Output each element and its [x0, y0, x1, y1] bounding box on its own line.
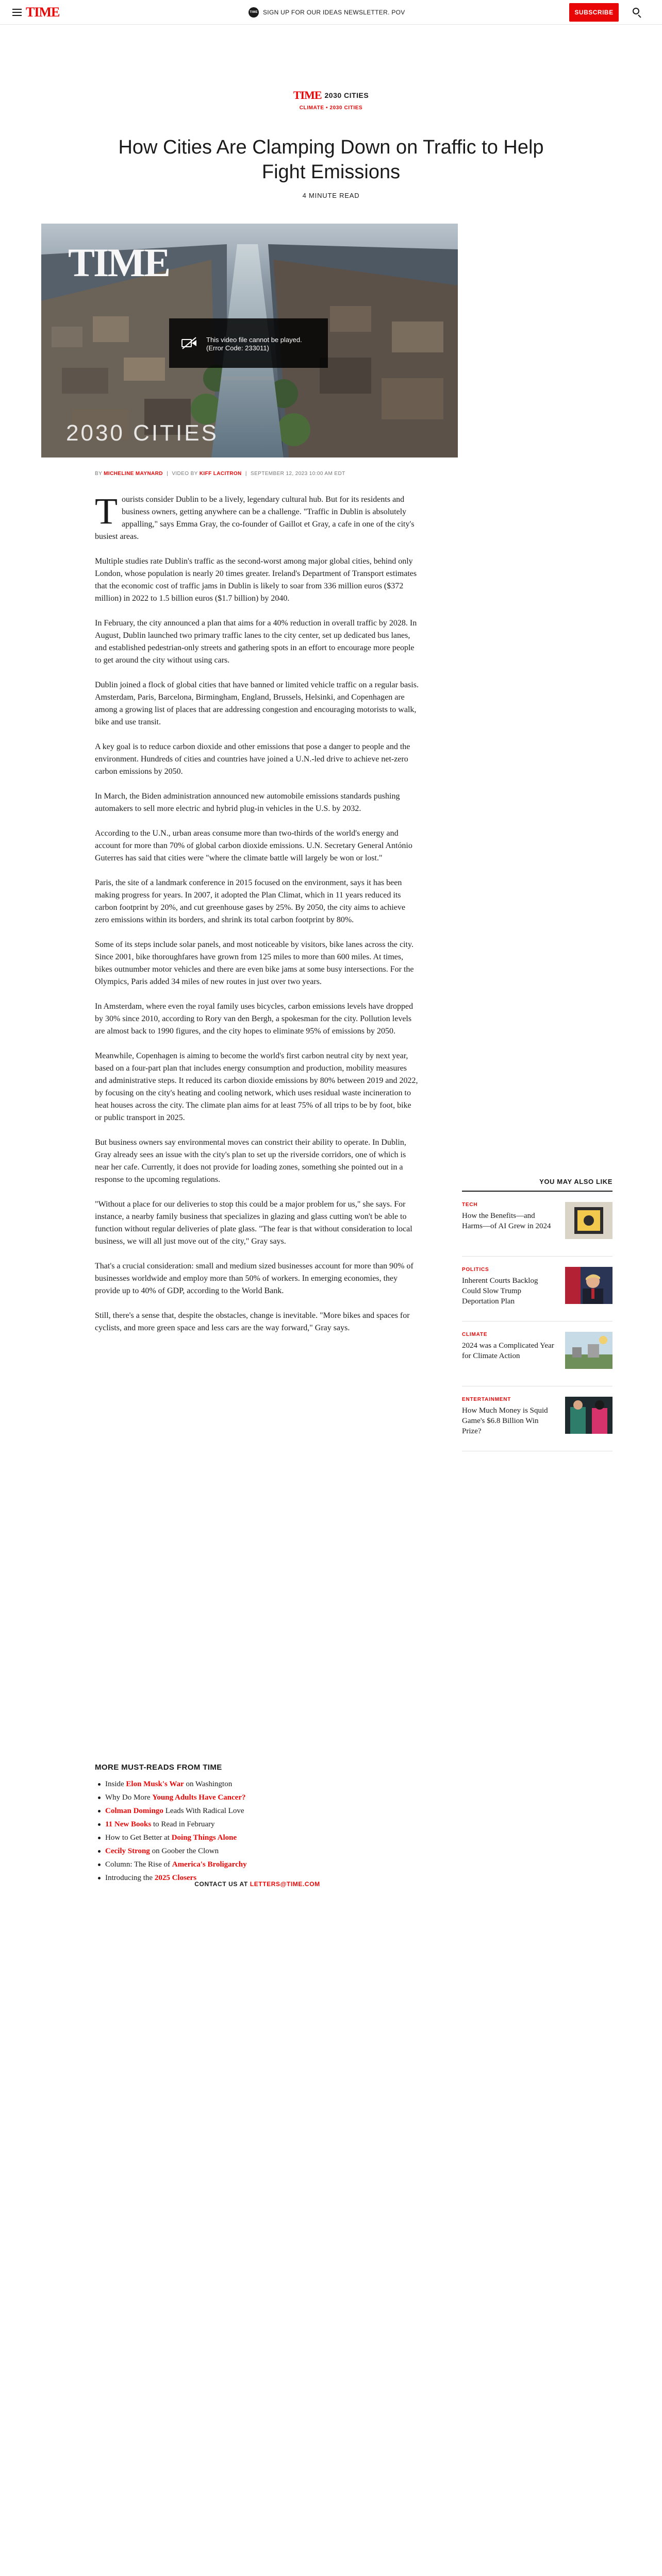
byline-video-label: VIDEO BY	[172, 471, 198, 477]
article-paragraph: "Without a place for our deliveries to stop this could be a major problem for us," she says. For instance, a nearby family business that specializes in glazing and glass cutting won't be able to function without regular deliveries of plate glass. "The fear is that without consideration to local business, we will all just move out of the city," Gray says.	[95, 1200, 412, 1246]
read-time: 4 MINUTE READ	[302, 192, 360, 199]
more-reads-item[interactable]: Why Do More Young Adults Have Cancer?	[95, 1791, 420, 1804]
article-paragraph: But business owners say environmental moves can constrict their ability to operate. In Dublin, Gray already sees an issue with the city's plan to set up the riverside corridors, one of which is near her cafe. Currently, it does not provide for loading zones, something she pointed out in a response to the upcoming regulations.	[95, 1138, 406, 1184]
video-player[interactable]	[41, 224, 458, 457]
article-paragraph: Still, there's a sense that, despite the obstacles, change is inevitable. "More bikes and spaces for cyclists, and more green space and less cars are the way forward," Gray says.	[95, 1311, 410, 1332]
rail-story[interactable]	[462, 1386, 613, 1451]
byline-by-label: BY	[95, 471, 102, 477]
article-paragraph: Tourists consider Dublin to be a lively, legendary cultural hub. But for its residents and business owners, getting anywhere can be a challenge. "Traffic in Dublin is absolutely appalling," says Emma Gray, the co-founder of Gaillot et Gray, a cafe in one of the city's busiest areas.	[95, 490, 415, 541]
more-reads-item[interactable]: Inside Elon Musk's War on Washington	[95, 1777, 420, 1791]
newsletter-promo-link[interactable]	[249, 7, 405, 18]
climate-photo-icon[interactable]	[565, 1332, 613, 1369]
article-body	[95, 490, 420, 1347]
subscribe-button[interactable]: SUBSCRIBE	[569, 3, 619, 22]
rail-title: YOU MAY ALSO LIKE	[462, 1178, 613, 1192]
series-logo: TIME	[293, 89, 322, 101]
more-reads-list	[95, 1777, 420, 1885]
byline: BY MICHELINE MAYNARD | VIDEO BY KIFF LACITRON | SEPTEMBER 12, 2023 10:00 AM EDT	[95, 471, 345, 477]
article-headline: How Cities Are Clamping Down on Traffic to Help Fight Emissions	[118, 137, 544, 183]
rail-headline[interactable]: How Much Money is Squid Game's $6.8 Billion Win Prize?	[462, 1406, 548, 1435]
more-reads-item[interactable]: Cecily Strong on Goober the Clown	[95, 1844, 420, 1858]
top-navigation-bar	[0, 0, 662, 25]
article-paragraph: In Amsterdam, where even the royal family uses bicycles, carbon emissions levels have dropped by 30% since 2010, according to Rory van den Bergh, a spokesman for the city. Pollution levels are almost back to 1990 figures, and the city hopes to eliminate 95% of emissions by 2050.	[95, 1002, 413, 1036]
rail-headline[interactable]: How the Benefits—and Harms—of AI Grew in 2024	[462, 1212, 551, 1230]
you-may-also-like	[462, 1178, 613, 1451]
series-subtitle: CLIMATE • 2030 CITIES	[299, 105, 363, 111]
rail-kicker: ENTERTAINMENT	[462, 1397, 511, 1402]
rail-headline[interactable]: Inherent Courts Backlog Could Slow Trump Deportation Plan	[462, 1277, 538, 1306]
video-error-line1: This video file cannot be played.	[206, 336, 302, 344]
more-reads-item[interactable]: Colman Domingo Leads With Radical Love	[95, 1804, 420, 1818]
rail-story[interactable]	[462, 1192, 613, 1257]
more-reads-item[interactable]: 11 New Books to Read in February	[95, 1818, 420, 1831]
rail-story[interactable]	[462, 1321, 613, 1386]
article-paragraph: Paris, the site of a landmark conference in 2015 focused on the environment, says it has been making progress for years. In 2007, it adopted the Plan Climat, which in 11 years reduced its carbon footprint by 20%, and cut greenhouse gases by 25%. By 2050, the city aims to achieve zero emissions within its borders, and shrink its total carbon footprint by 80%.	[95, 878, 406, 924]
newsletter-icon: TIME	[249, 7, 259, 18]
article-paragraph: According to the U.N., urban areas consume more than two-thirds of the world's energy and account for more than 70% of global carbon dioxide emissions. U.N. Secretary General António Guterres has said that cities were "where the climate battle will largely be won or lost."	[95, 829, 412, 862]
video-unavailable-icon	[179, 334, 198, 352]
time-logo[interactable]: TIME	[26, 5, 60, 20]
video-overlay-caption: 2030 CITIES	[66, 420, 219, 446]
article-paragraph: In February, the city announced a plan that aims for a 40% reduction in overall traffic by 2028. In August, Dublin launched two primary traffic lanes to the city center, set up dedicated bus lanes, and established pedestrian-only streets and gathering spots in an effort to encourage more people to get around the city without using cars.	[95, 619, 417, 665]
contact-label: CONTACT US AT	[194, 1880, 250, 1888]
squid-game-photo-icon[interactable]	[565, 1397, 613, 1434]
video-author-link[interactable]: KIFF LACITRON	[199, 471, 242, 477]
ai-thumbnail-icon[interactable]	[565, 1202, 613, 1239]
series-name: 2030 CITIES	[324, 91, 369, 99]
video-error-message	[169, 318, 328, 368]
rail-story[interactable]	[462, 1257, 613, 1321]
more-reads-item[interactable]: Column: The Rise of America's Broligarchy	[95, 1858, 420, 1871]
trump-photo-icon[interactable]	[565, 1267, 613, 1304]
more-reads-title: MORE MUST-READS FROM TIME	[95, 1763, 222, 1772]
article-paragraph: Dublin joined a flock of global cities that have banned or limited vehicle traffic on a regular basis. Amsterdam, Paris, Barcelona, Birmingham, England, Brussels, Helsinki, and Copenhagen are among a growing list of places that are addressing congestion and encouraging motorists to walk, bike and use transit.	[95, 681, 419, 726]
publish-date: SEPTEMBER 12, 2023 10:00 AM EDT	[251, 471, 345, 477]
article-paragraph: That's a crucial consideration: small and medium sized businesses account for more than 90% of businesses worldwide and employ more than 50% of workers. In emerging economies, they provide up to 40% of GDP, according to the World Bank.	[95, 1262, 413, 1295]
article-paragraph: Meanwhile, Copenhagen is aiming to become the world's first carbon neutral city by next year, based on a four-part plan that includes energy consumption and production, mobility measures and administrative steps. It reduced its carbon dioxide emissions by 80% between 2019 and 2022, by focusing on the city's heating and cooling network, which uses residual waste incineration to heat houses across the city. The climate plan aims for at least 75% of all trips to be by foot, bike or public transport in 2025.	[95, 1052, 418, 1122]
rail-kicker: POLITICS	[462, 1267, 489, 1273]
drop-cap: T	[95, 490, 118, 532]
video-error-line2: (Error Code: 233011)	[206, 344, 269, 352]
series-badge[interactable]	[285, 89, 377, 111]
article-paragraph: Some of its steps include solar panels, and most noticeable by visitors, bike lanes across the city. Since 2001, bike thoroughfares have grown from 125 miles to more than 600 miles. At times, bikes outnumber motor vehicles and there are even bike jams at some busy intersections. For the Olympics, Paris added 34 miles of new routes in just over two years.	[95, 940, 414, 986]
video-overlay-logo: TIME	[68, 240, 170, 285]
menu-icon[interactable]	[12, 9, 22, 16]
article-paragraph: In March, the Biden administration announced new automobile emissions standards pushing automakers to sell more electric and hybrid plug-in vehicles in the U.S. by 2032.	[95, 792, 400, 813]
newsletter-promo-text: SIGN UP FOR OUR IDEAS NEWSLETTER. POV	[263, 9, 405, 16]
rail-kicker: TECH	[462, 1202, 478, 1208]
search-icon[interactable]	[632, 7, 642, 18]
contact-email-link[interactable]: LETTERS@TIME.COM	[250, 1880, 320, 1888]
more-reads-item[interactable]: Introducing the 2025 Closers	[95, 1871, 420, 1885]
author-link[interactable]: MICHELINE MAYNARD	[104, 471, 163, 477]
article-paragraph: Multiple studies rate Dublin's traffic as the second-worst among major global cities, behind only London, whose population is nearly 20 times greater. Ireland's Department of Transport estimates that the economic cost of traffic jams in Dublin is likely to soar from 336 million euros ($372 million) in 2022 to 1.5 billion euros ($1.7 billion) by 2040.	[95, 557, 417, 603]
rail-kicker: CLIMATE	[462, 1332, 488, 1337]
rail-headline[interactable]: 2024 was a Complicated Year for Climate Action	[462, 1342, 554, 1360]
article-paragraph: A key goal is to reduce carbon dioxide and other emissions that pose a danger to people and the environment. Hundreds of cities and countries have joined a U.N.-led drive to achieve net-zero carbon emissions by 2050.	[95, 742, 410, 776]
more-reads-item[interactable]: How to Get Better at Doing Things Alone	[95, 1831, 420, 1844]
contact-line	[95, 1880, 420, 1888]
